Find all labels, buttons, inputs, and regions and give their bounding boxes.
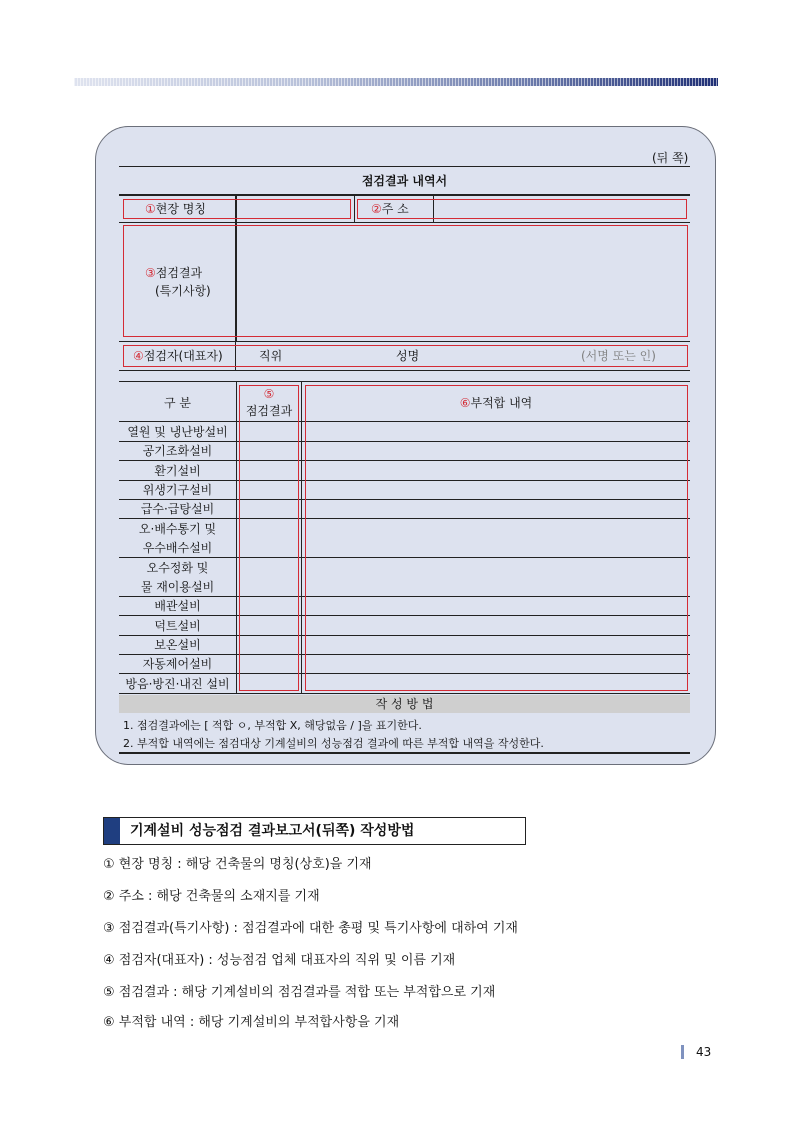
method-note-2: 2. 부적합 내역에는 점검대상 기계설비의 성능점검 결과에 따른 부적합 내역을 작성한다. — [123, 737, 544, 750]
category-cell: 공기조화설비 — [142, 444, 213, 458]
category-cell: 위생기구설비 — [142, 483, 213, 497]
category-cell: 오·배수통기 및 — [138, 522, 217, 536]
section-heading — [103, 817, 526, 845]
page-number: 43 — [696, 1045, 712, 1059]
category-cell: 배관설비 — [154, 599, 201, 613]
guide-item-6: ⑥ 부적합 내역 : 해당 기계설비의 부적합사항을 기재 — [103, 1015, 400, 1030]
category-cell: 물 재이용설비 — [140, 580, 215, 594]
category-cell: 방음·방진·내진 설비 — [125, 677, 230, 691]
address-label: ②주 소 — [371, 202, 409, 216]
category-cell: 급수·급탕설비 — [140, 502, 215, 516]
category-cell: 오수정화 및 — [146, 561, 209, 575]
position-label: 직위 — [259, 349, 283, 363]
page-number-marker — [681, 1045, 684, 1059]
result-column-header: 점검결과 — [245, 404, 293, 418]
special-notes-label: (특기사항) — [155, 284, 211, 298]
guide-item-3: ③ 점검결과(특기사항) : 점검결과에 대한 총평 및 특기사항에 대하여 기재 — [103, 921, 518, 936]
category-cell: 보온설비 — [154, 638, 201, 652]
page-side-label: (뒤 쪽) — [652, 151, 689, 165]
guide-item-5: ⑤ 점검결과 : 해당 기계설비의 점검결과를 적합 또는 부적합으로 기재 — [103, 985, 496, 1000]
decorative-header-bar — [74, 78, 718, 86]
category-cell: 열원 및 냉난방설비 — [127, 425, 228, 439]
signature-label: (서명 또는 인) — [581, 349, 656, 363]
result-column-number: ⑤ — [263, 387, 275, 401]
category-cell: 환기설비 — [154, 464, 201, 478]
section-heading-marker — [104, 818, 120, 844]
guide-item-2: ② 주소 : 해당 건축물의 소재지를 기재 — [103, 889, 320, 904]
site-name-label: ①현장 명칭 — [145, 202, 206, 216]
name-label: 성명 — [396, 349, 420, 363]
guide-item-4: ④ 점검자(대표자) : 성능점검 업체 대표자의 직위 및 이름 기재 — [103, 953, 456, 968]
guide-item-1: ① 현장 명칭 : 해당 건축물의 명칭(상호)을 기재 — [103, 857, 372, 872]
nonconformity-column-header: ⑥부적합 내역 — [459, 396, 533, 410]
category-cell: 덕트설비 — [154, 619, 201, 633]
inspection-result-label: ③점검결과 — [145, 266, 203, 280]
category-column-header: 구 분 — [164, 396, 191, 410]
category-cell: 자동제어설비 — [142, 657, 213, 671]
category-cell: 우수배수설비 — [142, 541, 213, 555]
inspector-label: ④점검자(대표자) — [133, 349, 223, 363]
method-title: 작 성 방 법 — [375, 697, 434, 711]
form-title: 점검결과 내역서 — [361, 174, 448, 188]
section-heading-title: 기계설비 성능점검 결과보고서(뒤쪽) 작성방법 — [130, 823, 415, 839]
method-note-1: 1. 점검결과에는 [ 적합 ㅇ, 부적합 X, 해당없음 / ]을 표기한다. — [123, 719, 422, 732]
